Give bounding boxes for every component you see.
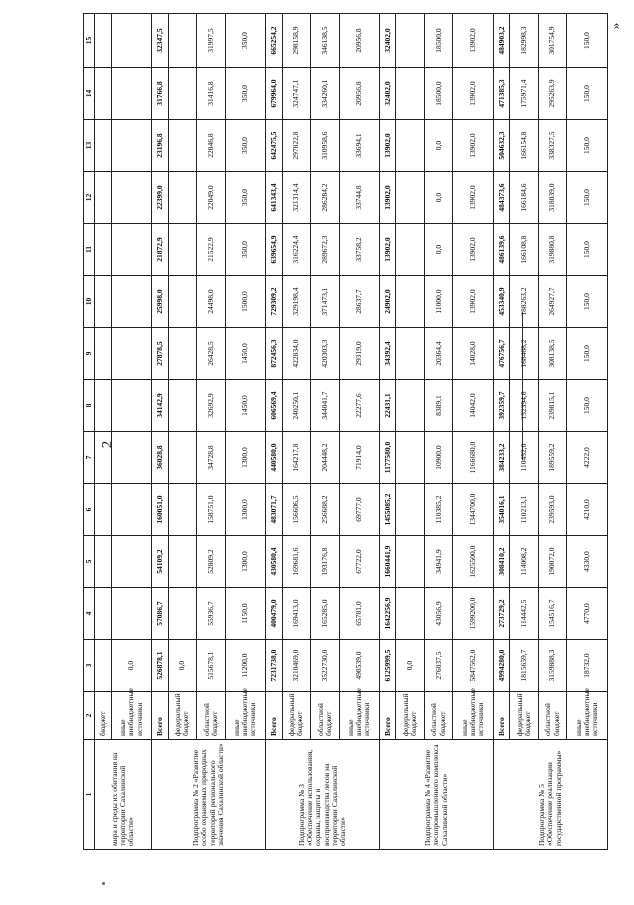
value-cell: 43056,9 — [424, 588, 452, 640]
funding-source-cell: Всего — [380, 692, 396, 740]
value-cell: 1815659,7 — [510, 640, 538, 692]
value-cell: 18500,0 — [424, 14, 452, 68]
header-cell: 2 — [84, 692, 95, 740]
value-cell: 10900,0 — [424, 432, 452, 484]
value-cell: 22846,8 — [197, 120, 225, 172]
value-cell: 175971,4 — [510, 68, 538, 120]
value-cell — [95, 484, 111, 536]
value-cell: 1166680,0 — [453, 432, 494, 484]
value-cell: 1660441,9 — [380, 536, 396, 588]
value-cell — [168, 14, 196, 68]
value-cell: 679964,0 — [266, 68, 282, 120]
value-cell: 34392,4 — [380, 328, 396, 380]
header-cell: 5 — [84, 536, 95, 588]
funding-source-cell: иные внебюджетные источники — [453, 692, 494, 740]
value-cell: 308410,2 — [493, 536, 509, 588]
value-cell — [396, 276, 424, 328]
value-cell: 160051,0 — [152, 484, 168, 536]
value-cell: 114008,2 — [510, 536, 538, 588]
value-cell: 321314,4 — [282, 172, 310, 224]
value-cell: 32347,5 — [152, 14, 168, 68]
program-name-cell: мира и среды их обитания на территории Сахалинской области» — [95, 740, 152, 850]
value-cell: 1642256,9 — [380, 588, 396, 640]
value-cell: 110452,0 — [510, 432, 538, 484]
page-number: 2 — [99, 440, 116, 449]
header-cell: 12 — [84, 172, 95, 224]
value-cell: 21522,9 — [197, 224, 225, 276]
value-cell: 164217,8 — [282, 432, 310, 484]
funding-source-cell: федеральный бюджет — [282, 692, 310, 740]
value-cell: 350,0 — [225, 172, 266, 224]
value-cell — [168, 276, 196, 328]
value-cell: 69777,0 — [339, 484, 380, 536]
value-cell: 3159888,3 — [538, 640, 566, 692]
value-cell: 324747,1 — [282, 68, 310, 120]
funding-source-cell: федеральный бюджет — [510, 692, 538, 740]
table-row — [95, 14, 111, 850]
value-cell: 24498,0 — [197, 276, 225, 328]
table-row — [282, 14, 310, 850]
value-cell: 55936,7 — [197, 588, 225, 640]
value-cell: 350,0 — [225, 68, 266, 120]
value-cell: 239593,0 — [538, 484, 566, 536]
value-cell: 1599200,0 — [453, 588, 494, 640]
continuation-mark: » — [607, 22, 623, 30]
value-cell: 26428,5 — [197, 328, 225, 380]
funding-source-cell: федеральный бюджет — [168, 692, 196, 740]
value-cell: 32402,0 — [380, 68, 396, 120]
table-row — [339, 14, 380, 850]
table-row — [538, 14, 566, 850]
value-cell: 22399,0 — [152, 172, 168, 224]
value-cell — [396, 536, 424, 588]
value-cell — [111, 68, 152, 120]
value-cell: 169413,0 — [282, 588, 310, 640]
value-cell: 150,0 — [567, 120, 608, 172]
program-name-cell: Подпрограмма № 3 «Обеспечение использования, охраны, защиты и воспроизводства лесов на территории Сахалинской области» — [266, 740, 380, 850]
value-cell: 13902,0 — [453, 276, 494, 328]
value-cell: 18500,0 — [424, 68, 452, 120]
value-cell — [396, 380, 424, 432]
table-row — [567, 14, 608, 850]
value-cell: 150,0 — [567, 14, 608, 68]
table-row — [168, 14, 196, 850]
value-cell: 1450,0 — [225, 328, 266, 380]
value-cell: 3210469,0 — [282, 640, 310, 692]
value-cell: 4770,0 — [567, 588, 608, 640]
value-cell: 316224,4 — [282, 224, 310, 276]
value-cell — [168, 484, 196, 536]
funding-source-cell: бюджет — [95, 692, 111, 740]
value-cell: 310958,6 — [311, 120, 339, 172]
value-cell: 110213,1 — [510, 484, 538, 536]
value-cell: 729309,2 — [266, 276, 282, 328]
value-cell: 150,0 — [567, 328, 608, 380]
value-cell: 54109,2 — [152, 536, 168, 588]
funding-source-cell: иные внебюджетные источники — [111, 692, 152, 740]
value-cell — [111, 588, 152, 640]
value-cell — [168, 328, 196, 380]
value-cell: 154516,7 — [538, 588, 566, 640]
value-cell: 22431,1 — [380, 380, 396, 432]
funding-source-cell: иные внебюджетные источники — [339, 692, 380, 740]
header-cell: 7 — [84, 432, 95, 484]
value-cell: 13902,0 — [380, 172, 396, 224]
value-cell: 13902,0 — [380, 120, 396, 172]
header-cell: 14 — [84, 68, 95, 120]
value-cell: 20956,8 — [339, 14, 380, 68]
value-cell — [95, 640, 111, 692]
value-cell — [95, 224, 111, 276]
table-row — [380, 14, 396, 850]
value-cell: 67722,0 — [339, 536, 380, 588]
value-cell: 29319,0 — [339, 328, 380, 380]
value-cell: 350,0 — [225, 120, 266, 172]
value-cell: 31416,8 — [197, 68, 225, 120]
value-cell — [396, 588, 424, 640]
value-cell: 189559,2 — [538, 432, 566, 484]
value-cell: 484903,2 — [493, 14, 509, 68]
header-cell: 4 — [84, 588, 95, 640]
funding-source-cell: областной бюджет — [311, 692, 339, 740]
value-cell: 166184,6 — [510, 172, 538, 224]
header-cell: 15 — [84, 14, 95, 68]
value-cell: 422834,0 — [282, 328, 310, 380]
value-cell: 27878,5 — [152, 328, 168, 380]
value-cell: 4994280,0 — [493, 640, 509, 692]
value-cell: 639654,9 — [266, 224, 282, 276]
value-cell — [111, 328, 152, 380]
value-cell: 504632,3 — [493, 120, 509, 172]
value-cell: 1300,0 — [225, 432, 266, 484]
value-cell: 11200,0 — [225, 640, 266, 692]
value-cell: 32402,0 — [380, 14, 396, 68]
value-cell — [168, 224, 196, 276]
value-cell — [111, 484, 152, 536]
value-cell: 166108,8 — [510, 224, 538, 276]
value-cell: 18732,0 — [567, 640, 608, 692]
funding-source-cell: областной бюджет — [197, 692, 225, 740]
value-cell: 110385,2 — [424, 484, 452, 536]
value-cell: 371473,1 — [311, 276, 339, 328]
table-row — [424, 14, 452, 850]
value-cell — [111, 172, 152, 224]
value-cell — [168, 68, 196, 120]
value-cell: 4330,0 — [567, 536, 608, 588]
value-cell: 20364,4 — [424, 328, 452, 380]
funding-source-cell: областной бюджет — [424, 692, 452, 740]
value-cell: 25998,0 — [152, 276, 168, 328]
value-cell: 13902,0 — [453, 120, 494, 172]
value-cell — [95, 536, 111, 588]
table-row — [111, 14, 152, 850]
value-cell: 150,0 — [567, 172, 608, 224]
value-cell: 193176,8 — [311, 536, 339, 588]
value-cell — [95, 432, 111, 484]
budget-table — [83, 13, 608, 850]
header-cell: 1 — [84, 740, 95, 850]
value-cell — [168, 536, 196, 588]
rotated-table-frame — [83, 14, 608, 850]
table-row — [453, 14, 494, 850]
value-cell: 14042,0 — [453, 380, 494, 432]
value-cell: 0,0 — [424, 224, 452, 276]
value-cell: 13902,0 — [380, 224, 396, 276]
value-cell: 7231738,0 — [266, 640, 282, 692]
value-cell: 471385,3 — [493, 68, 509, 120]
value-cell: 350,0 — [225, 224, 266, 276]
value-cell: 33744,8 — [339, 172, 380, 224]
value-cell: 166154,8 — [510, 120, 538, 172]
value-cell — [168, 588, 196, 640]
table-row — [266, 14, 282, 850]
value-cell — [111, 276, 152, 328]
value-cell: 57086,7 — [152, 588, 168, 640]
header-cell: 8 — [84, 380, 95, 432]
value-cell: 4210,0 — [567, 484, 608, 536]
funding-source-cell: иные внебюджетные источники — [567, 692, 608, 740]
value-cell — [396, 172, 424, 224]
value-cell: 52809,2 — [197, 536, 225, 588]
value-cell: 295263,9 — [538, 68, 566, 120]
value-cell: 498539,0 — [339, 640, 380, 692]
value-cell: 641343,4 — [266, 172, 282, 224]
value-cell: 34142,9 — [152, 380, 168, 432]
table-row — [152, 14, 168, 850]
value-cell: 6125999,5 — [380, 640, 396, 692]
value-cell — [396, 224, 424, 276]
value-cell — [111, 14, 152, 68]
funding-source-cell: иные внебюджетные источники — [225, 692, 266, 740]
value-cell: 158751,0 — [197, 484, 225, 536]
value-cell: 14028,0 — [453, 328, 494, 380]
value-cell: 33694,1 — [339, 120, 380, 172]
value-cell: 150,0 — [567, 68, 608, 120]
value-cell: 319880,8 — [538, 224, 566, 276]
value-cell — [95, 380, 111, 432]
header-cell: 10 — [84, 276, 95, 328]
value-cell — [95, 14, 111, 68]
value-cell: 240250,1 — [282, 380, 310, 432]
value-cell: 354016,1 — [493, 484, 509, 536]
value-cell: 665254,2 — [266, 14, 282, 68]
value-cell: 239815,1 — [538, 380, 566, 432]
value-cell: 1450,0 — [225, 380, 266, 432]
value-cell: 346138,5 — [311, 14, 339, 68]
value-cell: 152394,6 — [510, 380, 538, 432]
value-cell: 34941,9 — [424, 536, 452, 588]
value-cell: 1300,0 — [225, 536, 266, 588]
value-cell: 22049,0 — [197, 172, 225, 224]
value-cell: 276037,5 — [424, 640, 452, 692]
table-row — [510, 14, 538, 850]
value-cell: 188263,2 — [510, 276, 538, 328]
value-cell: 33758,2 — [339, 224, 380, 276]
value-cell: 1177580,0 — [380, 432, 396, 484]
value-cell: 1300,0 — [225, 484, 266, 536]
value-cell: 606569,4 — [266, 380, 282, 432]
value-cell: 484373,6 — [493, 172, 509, 224]
value-cell — [95, 68, 111, 120]
value-cell: 308138,5 — [538, 328, 566, 380]
value-cell: 169681,6 — [282, 536, 310, 588]
value-cell: 114442,5 — [510, 588, 538, 640]
value-cell: 28637,7 — [339, 276, 380, 328]
value-cell: 453340,9 — [493, 276, 509, 328]
value-cell — [396, 14, 424, 68]
value-cell: 150,0 — [567, 380, 608, 432]
value-cell: 24902,0 — [380, 276, 396, 328]
value-cell: 71914,0 — [339, 432, 380, 484]
value-cell: 156606,5 — [282, 484, 310, 536]
value-cell: 297822,8 — [282, 120, 310, 172]
value-cell: 13902,0 — [453, 14, 494, 68]
value-cell: 872456,3 — [266, 328, 282, 380]
value-cell: 350,0 — [225, 14, 266, 68]
value-cell — [111, 536, 152, 588]
value-cell: 483071,7 — [266, 484, 282, 536]
value-cell: 301754,9 — [538, 14, 566, 68]
value-cell: 21872,9 — [152, 224, 168, 276]
table-row — [311, 14, 339, 850]
value-cell: 3522730,0 — [311, 640, 339, 692]
value-cell: 420303,3 — [311, 328, 339, 380]
value-cell — [95, 276, 111, 328]
value-cell: 20956,8 — [339, 68, 380, 120]
value-cell: 515678,1 — [197, 640, 225, 692]
value-cell: 165285,0 — [311, 588, 339, 640]
value-cell: 8389,1 — [424, 380, 452, 432]
value-cell: 168468,2 — [510, 328, 538, 380]
value-cell: 526878,1 — [152, 640, 168, 692]
table-body — [95, 14, 608, 850]
value-cell: 204448,2 — [311, 432, 339, 484]
value-cell — [396, 120, 424, 172]
value-cell: 4222,0 — [567, 432, 608, 484]
value-cell: 384233,2 — [493, 432, 509, 484]
value-cell: 23196,8 — [152, 120, 168, 172]
value-cell: 264927,7 — [538, 276, 566, 328]
value-cell: 256688,2 — [311, 484, 339, 536]
funding-source-cell: Всего — [493, 692, 509, 740]
value-cell: 286284,2 — [311, 172, 339, 224]
value-cell — [396, 328, 424, 380]
value-cell: 182998,3 — [510, 14, 538, 68]
table-row — [197, 14, 225, 850]
value-cell — [111, 224, 152, 276]
value-cell: 1150,0 — [225, 588, 266, 640]
header-cell: 3 — [84, 640, 95, 692]
table-row — [493, 14, 509, 850]
value-cell: 344041,7 — [311, 380, 339, 432]
value-cell: 1455085,2 — [380, 484, 396, 536]
value-cell: 400479,0 — [266, 588, 282, 640]
value-cell: 338327,5 — [538, 120, 566, 172]
value-cell: 642475,5 — [266, 120, 282, 172]
value-cell: 34728,8 — [197, 432, 225, 484]
value-cell: 289672,3 — [311, 224, 339, 276]
value-cell: 298158,9 — [282, 14, 310, 68]
value-cell — [168, 120, 196, 172]
value-cell: 22277,6 — [339, 380, 380, 432]
value-cell: 13902,0 — [453, 172, 494, 224]
value-cell: 318039,0 — [538, 172, 566, 224]
value-cell — [168, 172, 196, 224]
program-name-cell: Подпрограмма № 4 «Развитие лесопромышленного комплекса Сахалинской области» — [380, 740, 494, 850]
value-cell — [396, 68, 424, 120]
value-cell: 65781,0 — [339, 588, 380, 640]
value-cell — [168, 380, 196, 432]
program-name-cell: Подпрограмма № 5 «Обеспечение реализации государственной программы» — [493, 740, 607, 850]
funding-source-cell: федеральный бюджет — [396, 692, 424, 740]
value-cell — [95, 120, 111, 172]
funding-source-cell: Всего — [152, 692, 168, 740]
value-cell — [95, 172, 111, 224]
value-cell: 0,0 — [168, 640, 196, 692]
value-cell — [95, 328, 111, 380]
value-cell: 32692,9 — [197, 380, 225, 432]
value-cell: 5847562,0 — [453, 640, 494, 692]
value-cell: 476756,7 — [493, 328, 509, 380]
program-name-cell: Подпрограмма № 2 «Развитие особо охраняемых природных территорий регионального значения Сахалинской области» — [152, 740, 266, 850]
value-cell — [111, 120, 152, 172]
value-cell — [95, 588, 111, 640]
header-cell: 13 — [84, 120, 95, 172]
scan-speck — [102, 882, 105, 885]
value-cell: 0,0 — [424, 120, 452, 172]
value-cell: 440580,0 — [266, 432, 282, 484]
value-cell: 150,0 — [567, 224, 608, 276]
value-cell: 0,0 — [111, 640, 152, 692]
value-cell: 0,0 — [424, 172, 452, 224]
header-cell: 6 — [84, 484, 95, 536]
header-cell: 9 — [84, 328, 95, 380]
value-cell: 1344700,0 — [453, 484, 494, 536]
value-cell: 150,0 — [567, 276, 608, 328]
value-cell: 430580,4 — [266, 536, 282, 588]
value-cell: 11000,0 — [424, 276, 452, 328]
value-cell: 36028,8 — [152, 432, 168, 484]
funding-source-cell: областной бюджет — [538, 692, 566, 740]
value-cell: 1500,0 — [225, 276, 266, 328]
value-cell: 13902,0 — [453, 224, 494, 276]
value-cell: 334260,1 — [311, 68, 339, 120]
table-header-row — [84, 14, 95, 850]
value-cell: 31997,5 — [197, 14, 225, 68]
value-cell — [396, 484, 424, 536]
value-cell: 329198,4 — [282, 276, 310, 328]
value-cell: 190072,0 — [538, 536, 566, 588]
table-row — [225, 14, 266, 850]
value-cell: 13902,0 — [453, 68, 494, 120]
value-cell: 1625500,0 — [453, 536, 494, 588]
value-cell: 31766,8 — [152, 68, 168, 120]
value-cell — [111, 380, 152, 432]
value-cell — [168, 432, 196, 484]
value-cell: 0,0 — [396, 640, 424, 692]
header-cell: 11 — [84, 224, 95, 276]
funding-source-cell: Всего — [266, 692, 282, 740]
value-cell: 486139,6 — [493, 224, 509, 276]
value-cell — [396, 432, 424, 484]
value-cell: 273729,2 — [493, 588, 509, 640]
value-cell: 392359,7 — [493, 380, 509, 432]
table-row — [396, 14, 424, 850]
value-cell — [111, 432, 152, 484]
